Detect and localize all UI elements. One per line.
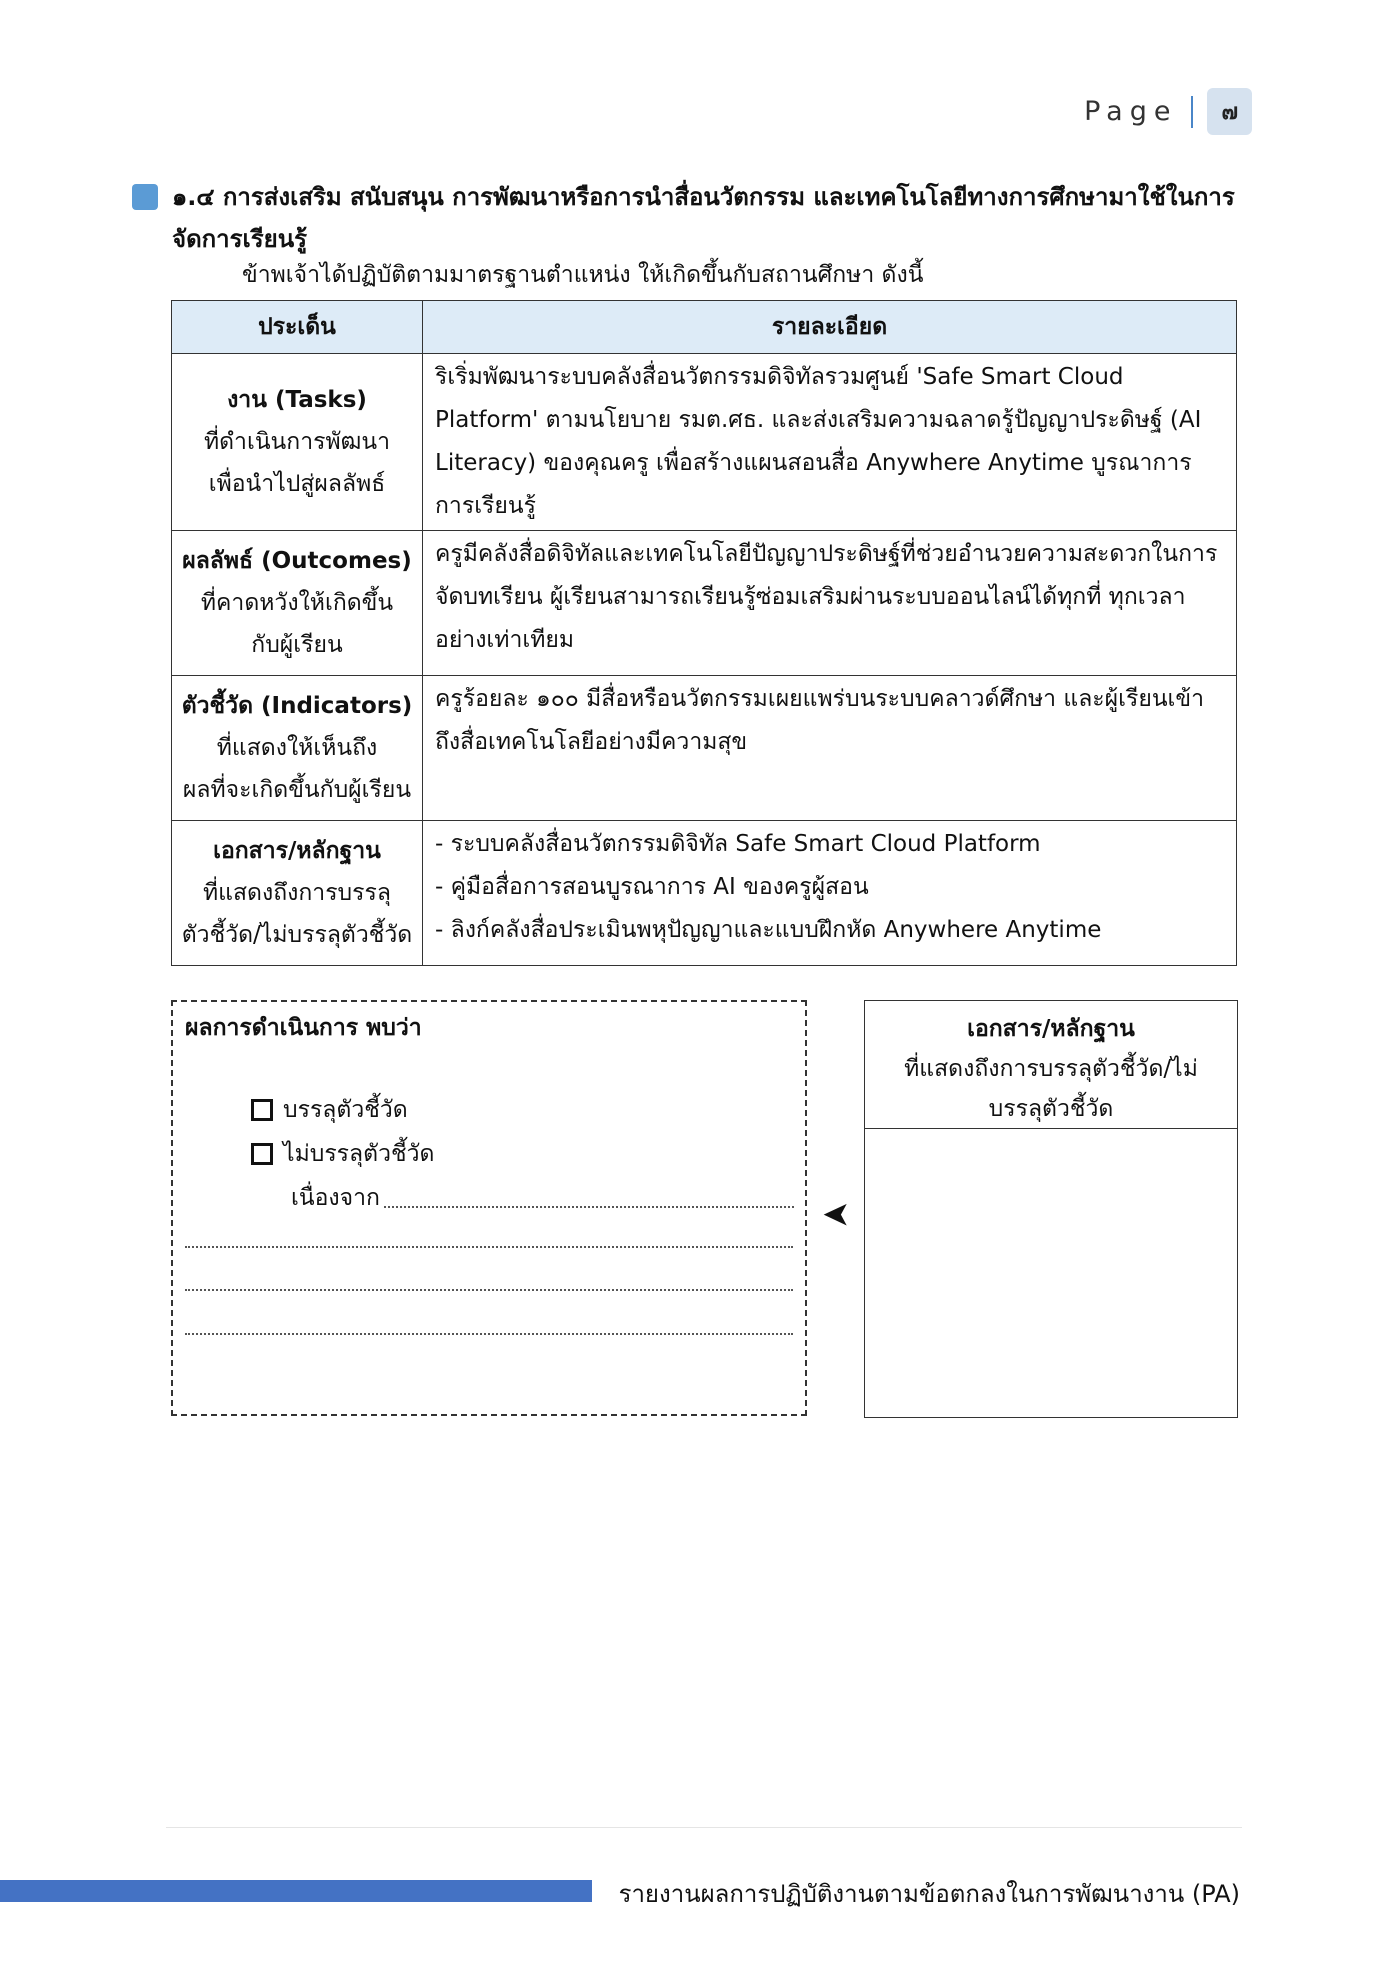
topic-line: ผลที่จะเกิดขึ้นกับผู้เรียน: [182, 777, 412, 803]
section-heading-text: ๑.๔ การส่งเสริม สนับสนุน การพัฒนาหรือการนำสื่อนวัตกรรม และเทคโนโลยีทางการศึกษามาใช้ในการจัดการเรียนรู้: [172, 183, 1235, 253]
detail-cell: ครูมีคลังสื่อดิจิทัลและเทคโนโลยีปัญญาประดิษฐ์ที่ช่วยอำนวยความสะดวกในการจัดบทเรียน ผู้เรียนสามารถเรียนรู้ซ่อมเสริมผ่านระบบออนไลน์ได้ทุกที่ ทุกเวลาอย่างเท่าเทียม: [423, 531, 1237, 676]
topic-line: ที่แสดงให้เห็นถึง: [216, 735, 378, 761]
topic-cell: [172, 821, 423, 966]
section-heading: [132, 176, 1237, 260]
arrow-glyph: ➤: [822, 1195, 851, 1235]
page-label: Page: [1084, 96, 1178, 127]
page-separator: [1191, 96, 1193, 128]
footer-title: รายงานผลการปฏิบัติงานตามข้อตกลงในการพัฒนางาน (PA): [618, 1880, 1240, 1908]
not-achieved-checkbox[interactable]: [251, 1143, 273, 1165]
not-achieved-label: ไม่บรรลุตัวชี้วัด: [283, 1141, 435, 1167]
table-header-row: [172, 301, 1237, 354]
dotted-line[interactable]: [185, 1289, 793, 1291]
topic-cell: [172, 354, 423, 531]
dotted-line[interactable]: [185, 1246, 793, 1248]
page-header: [1084, 88, 1252, 135]
topic-line: เพื่อนำไปสู่ผลลัพธ์: [208, 471, 386, 497]
table-row-evidence: [172, 821, 1237, 966]
achieved-checkbox[interactable]: [251, 1099, 273, 1121]
column-header-topic: ประเด็น: [172, 301, 423, 354]
heading-marker-icon: [132, 184, 158, 210]
table-row-indicators: [172, 676, 1237, 821]
evidence-item: - ลิงก์คลังสื่อประเมินพหุปัญญาและแบบฝึกหัด Anywhere Anytime: [435, 917, 1102, 943]
because-line: [291, 1180, 794, 1216]
result-box: [171, 1000, 807, 1416]
evidence-box: [864, 1000, 1238, 1418]
because-label: เนื่องจาก: [291, 1185, 380, 1211]
evidence-box-title: เอกสาร/หลักฐาน: [967, 1016, 1135, 1042]
option-not-achieved[interactable]: [251, 1136, 434, 1172]
topic-cell: [172, 676, 423, 821]
topic-title: ผลลัพธ์ (Outcomes): [182, 548, 412, 574]
table-row-tasks: [172, 354, 1237, 531]
detail-cell: ครูร้อยละ ๑๐๐ มีสื่อหรือนวัตกรรมเผยแพร่บนระบบคลาวด์ศึกษา และผู้เรียนเข้าถึงสื่อเทคโนโลยีอย่างมีความสุข: [423, 676, 1237, 821]
topic-title: งาน (Tasks): [227, 387, 367, 413]
topic-line: ที่แสดงถึงการบรรลุ: [203, 880, 391, 906]
evidence-box-line: ที่แสดงถึงการบรรลุตัวชี้วัด/ไม่: [904, 1056, 1198, 1082]
evidence-item: - คู่มือสื่อการสอนบูรณาการ AI ของครูผู้สอน: [435, 874, 869, 900]
footer-divider: [166, 1827, 1242, 1828]
table-row-outcomes: [172, 531, 1237, 676]
topic-line: ที่คาดหวังให้เกิดขึ้น: [200, 590, 394, 616]
topic-title: เอกสาร/หลักฐาน: [213, 838, 381, 864]
evidence-item: - ระบบคลังสื่อนวัตกรรมดิจิทัล Safe Smart Cloud Platform: [435, 831, 1041, 857]
arrow-left-icon: [822, 1195, 851, 1235]
detail-cell: [423, 821, 1237, 966]
achieved-label: บรรลุตัวชี้วัด: [283, 1097, 408, 1123]
detail-cell: ริเริ่มพัฒนาระบบคลังสื่อนวัตกรรมดิจิทัลรวมศูนย์ 'Safe Smart Cloud Platform' ตามนโยบาย รมต.ศธ. และส่งเสริมความฉลาดรู้ปัญญาประดิษฐ์ (AI Literacy) ของคุณครู เพื่อสร้างแผนสอนสื่อ Anywhere Anytime บูรณาการการเรียนรู้: [423, 354, 1237, 531]
topic-line: กับผู้เรียน: [251, 632, 343, 658]
intro-text: ข้าพเจ้าได้ปฏิบัติตามมาตรฐานตำแหน่ง ให้เกิดขึ้นกับสถานศึกษา ดังนี้: [242, 262, 924, 288]
because-dotted-field[interactable]: [384, 1180, 794, 1208]
topic-title: ตัวชี้วัด (Indicators): [181, 693, 413, 719]
evidence-box-line: บรรลุตัวชี้วัด: [988, 1096, 1114, 1122]
standards-table: [171, 300, 1237, 966]
result-title: ผลการดำเนินการ พบว่า: [185, 1015, 422, 1041]
dotted-line[interactable]: [185, 1333, 793, 1335]
page-number-badge: ๗: [1207, 88, 1252, 135]
topic-cell: [172, 531, 423, 676]
topic-line: ตัวชี้วัด/ไม่บรรลุตัวชี้วัด: [181, 922, 413, 948]
option-achieved[interactable]: [251, 1092, 408, 1128]
footer-accent-bar: [0, 1880, 592, 1902]
column-header-detail: รายละเอียด: [423, 301, 1237, 354]
evidence-box-header: [865, 1001, 1237, 1129]
topic-line: ที่ดำเนินการพัฒนา: [203, 429, 391, 455]
